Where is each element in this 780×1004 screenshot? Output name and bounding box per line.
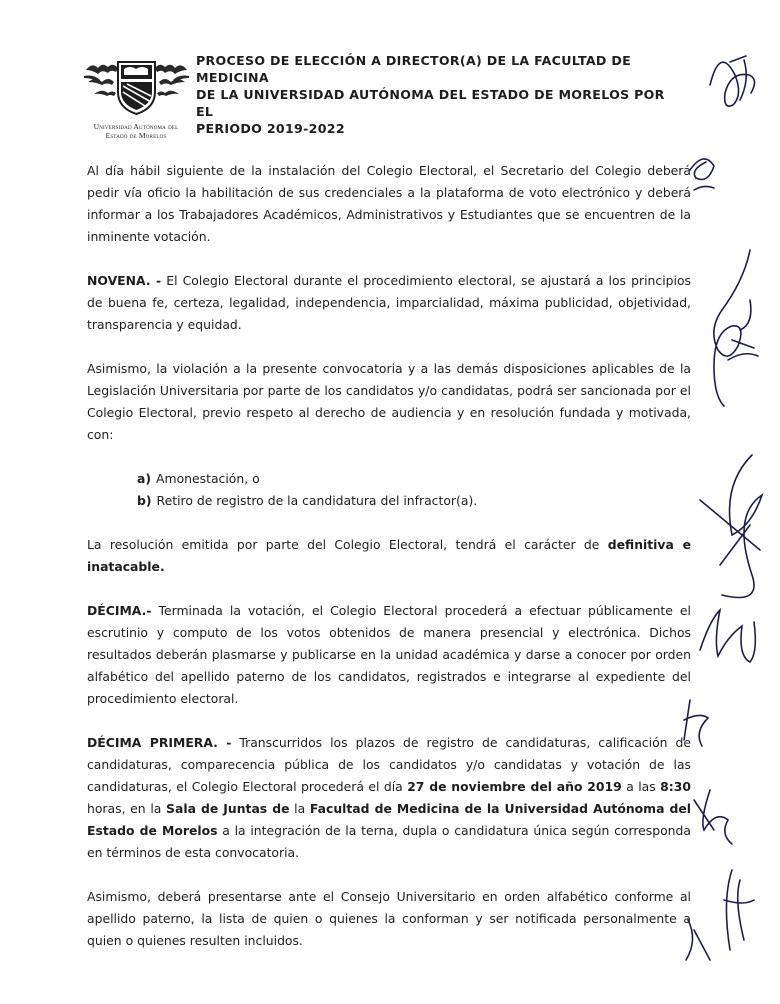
clause-label-decima-primera: DÉCIMA PRIMERA. - [87, 735, 232, 750]
dp-text-1: Transcurridos los plazos de registro de candidaturas, calificación de candidaturas, comparecencia pública de los candidatos y/o candidatas y votación de las candidaturas, el Colegio Electoral procederá el día [87, 735, 691, 794]
title-line-3: PERIODO 2019-2022 [196, 121, 345, 136]
list-item-letter: b) [137, 493, 152, 508]
dp-text-4: la [289, 801, 310, 816]
document-title [196, 52, 686, 137]
list-item-text: Retiro de registro de la candidatura del infractor(a). [156, 493, 478, 508]
paragraph-resolution [87, 534, 691, 578]
list-item-text: Amonestación, o [156, 471, 260, 486]
paragraph-decima-primera [87, 732, 691, 864]
dp-date: 27 de noviembre del año 2019 [407, 779, 622, 794]
list-item [137, 490, 691, 512]
clause-label-novena: NOVENA. - [87, 273, 162, 288]
paragraph-credentials: Al día hábil siguiente de la instalación del Colegio Electoral, el Secretario del Colegio deberá pedir vía oficio la habilitación de sus credenciales a la plataforma de voto electrónico y deberá informar a los Trabajadores Académicos, Administrativos y Estudiantes que se encuentren de la inminente votación. [87, 163, 691, 244]
list-item [137, 468, 691, 490]
margin-signatures [680, 0, 780, 1000]
dp-text-5: a la integración de la terna, dupla o candidatura única según corresponda en términos de esta convocatoria. [87, 823, 691, 860]
dp-text-3: horas, en la [87, 801, 167, 816]
paragraph-decima [87, 600, 691, 710]
title-line-2: DE LA UNIVERSIDAD AUTÓNOMA DEL ESTADO DE MORELOS POR EL [196, 87, 665, 119]
dp-time: 8:30 [660, 779, 691, 794]
dp-room: Sala de Juntas de [166, 801, 290, 816]
university-logo [80, 56, 195, 140]
title-line-1: PROCESO DE ELECCIÓN A DIRECTOR(A) DE LA FACULTAD DE MEDICINA [196, 53, 632, 85]
resolution-bold: definitiva e inatacable. [87, 537, 691, 574]
sanctions-list [87, 468, 691, 512]
document-header [80, 52, 700, 142]
list-item-letter: a) [137, 471, 152, 486]
dp-text-2: a las [621, 779, 661, 794]
clause-label-decima: DÉCIMA.- [87, 603, 152, 618]
university-seal-icon [84, 56, 189, 118]
paragraph-council: Asimismo, deberá presentarse ante el Consejo Universitario en orden alfabético conforme al apellido paterno, la lista de quien o quienes la conforman y ser notificada personalmente a quien o quienes resulten incluidos. [87, 889, 691, 948]
paragraph-violation: Asimismo, la violación a la presente convocatoria y a las demás disposiciones aplicables de la Legislación Universitaria por parte de los candidatos y/o candidatas, podrá ser sancionada por el Colegio Electoral, previo respeto al derecho de audiencia y en resolución fundada y motivada, con: [87, 361, 691, 442]
clause-text-novena: El Colegio Electoral durante el procedimiento electoral, se ajustará a los principios de buena fe, certeza, legalidad, independencia, imparcialidad, máxima publicidad, objetividad, transparencia y equidad. [87, 273, 691, 332]
document-body [87, 160, 691, 974]
university-name-line-1: Universidad Autónoma del [93, 122, 179, 131]
resolution-text: La resolución emitida por parte del Colegio Electoral, tendrá el carácter de [87, 537, 608, 552]
paragraph-novena [87, 270, 691, 336]
clause-text-decima: Terminada la votación, el Colegio Electoral procederá a efectuar públicamente el escrutinio y computo de los votos obtenidos de manera presencial y electrónica. Dichos resultados deberán plasmarse y publicarse en la unidad académica y darse a conocer por orden alfabético del apellido paterno de los candidatos, registrados e integrarse al expediente del procedimiento electoral. [87, 603, 691, 706]
dp-faculty: Facultad de Medicina de la Universidad Autónoma del Estado de Morelos [87, 801, 692, 838]
university-name-line-2: Estado de Morelos [105, 131, 167, 140]
signatures-icon [680, 0, 780, 1000]
